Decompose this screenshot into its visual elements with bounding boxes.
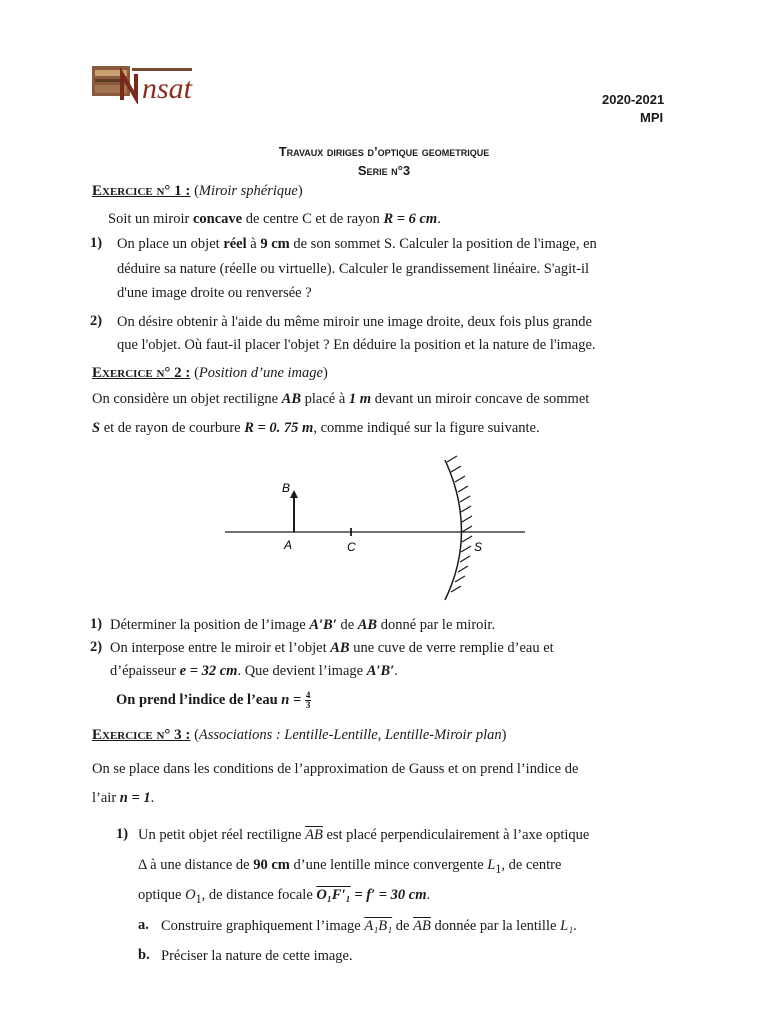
ex2-q2-line1: On interpose entre le miroir et l’objet AB une cuve de verre remplie d’eau et: [110, 640, 554, 656]
ex2-q1-number: 1): [90, 616, 103, 632]
exercise-3-heading: Exercice n° 3 : (Associations : Lentille-Lentille, Lentille-Miroir plan): [92, 727, 507, 743]
class-name: MPI: [640, 110, 664, 125]
ex3-qa-label: a.: [138, 917, 149, 933]
ex1-q2-line2: que l'objet. Où faut-il placer l'objet ? En déduire la position et la nature de l'image.: [117, 337, 596, 353]
ex2-q1: Déterminer la position de l’image A′B′ de AB donné par le miroir.: [110, 617, 496, 633]
ex2-water-index-note: On prend l’indice de l’eau n = $\frac{4}{3}$: [116, 690, 311, 711]
ex1-q1-line3: d'une image droite ou renversée ?: [117, 285, 312, 301]
academic-year: 2020-2021: [602, 92, 665, 107]
ex3-q1-line2: Δ à une distance de 90 cm d’une lentille mince convergente $L_1$, de centre: [138, 857, 562, 876]
exercise-2-label: Exercice n° 2 :: [92, 365, 191, 381]
exercise-3-label: Exercice n° 3 :: [92, 727, 191, 743]
ex3-q1-number: 1): [116, 826, 129, 842]
fraction-four-thirds: $\frac{4}{3}$: [305, 690, 311, 711]
insat-logo: [92, 62, 227, 104]
logo-text: nsat: [142, 72, 193, 104]
label-s: S: [474, 540, 483, 554]
exercise-1-heading: Exercice n° 1 : (Miroir sphérique): [92, 183, 303, 199]
ex3-intro-line1: On se place dans les conditions de l’approximation de Gauss et on prend l’indice de: [92, 761, 579, 777]
exercise-3-subject: Associations : Lentille-Lentille, Lentille-Miroir plan: [198, 727, 502, 743]
ex2-intro-line2: S et de rayon de courbure R = 0. 75 m, comme indiqué sur la figure suivante.: [92, 420, 540, 436]
label-a: A: [284, 538, 293, 552]
ex3-intro-line2: l’air n = 1.: [92, 790, 155, 806]
ex3-q1-line3: optique $O_1$, de distance focale O₁F′₁ = f′ = 30 cm.: [138, 887, 431, 906]
mirror-hatching: [447, 456, 472, 592]
ex3-qa-text: Construire graphiquement l’image A₁B₁ de $\overline{AB}$ donnée par la lentille L₁.: [161, 918, 577, 934]
ex2-q2-number: 2): [90, 639, 103, 655]
mirror-figure: [220, 452, 530, 602]
ex2-intro-line1: On considère un objet rectiligne AB placé à 1 m devant un miroir concave de sommet: [92, 391, 590, 407]
exercise-2-subject: Position d’une image: [198, 365, 323, 381]
ex1-q1-number: 1): [90, 235, 103, 251]
ex1-q1-line1: On place un objet réel à 9 cm de son sommet S. Calculer la position de l'image, en: [117, 236, 597, 252]
ex1-q2-number: 2): [90, 313, 103, 329]
ex2-q2-line2: d’épaisseur e = 32 cm. Que devient l’image A′B′.: [110, 663, 398, 679]
logo-graphic: [92, 62, 227, 104]
document-title: Travaux diriges d’optique geometrique: [278, 144, 490, 159]
series-title: Serie n°3: [357, 163, 411, 178]
label-c: C: [347, 540, 356, 554]
exercise-1-subject: Miroir sphérique: [198, 183, 298, 199]
object-arrowhead: [290, 490, 298, 498]
exercise-1-label: Exercice n° 1 :: [92, 183, 191, 199]
exercise-1-intro: Soit un miroir concave de centre C et de rayon R = 6 cm.: [108, 211, 441, 227]
exercise-2-heading: Exercice n° 2 : (Position d’une image): [92, 365, 328, 381]
ex3-qb-label: b.: [138, 947, 150, 963]
ex1-q1-line2: déduire sa nature (réelle ou virtuelle). Calculer le grandissement linéaire. S'agit-il: [117, 261, 590, 277]
ex3-qb-text: Préciser la nature de cette image.: [161, 948, 353, 964]
ex3-q1-line1: Un petit objet réel rectiligne $\overline{AB}$ est placé perpendiculairement à l’axe optique: [138, 827, 590, 843]
ex1-q2-line1: On désire obtenir à l'aide du même miroir une image droite, deux fois plus grande: [117, 314, 592, 330]
label-b: B: [282, 481, 291, 495]
